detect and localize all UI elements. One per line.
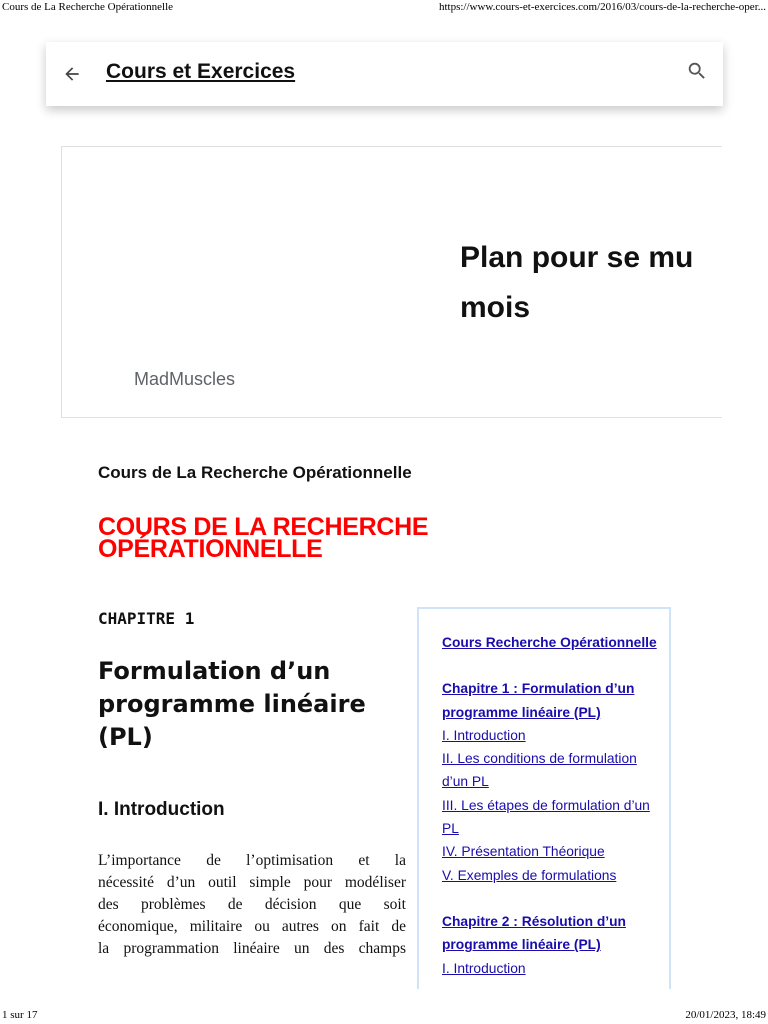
paragraph-line: la programmation linéaire un des champs <box>98 940 406 957</box>
article-heading <box>98 513 498 563</box>
paragraph-line: des problèmes de décision que soit <box>98 896 406 913</box>
search-icon[interactable] <box>686 60 708 82</box>
toc-course-link[interactable]: Cours Recherche Opérationnelle <box>442 635 657 650</box>
chapter-title-line: programme linéaire <box>98 690 366 718</box>
toc-link[interactable]: I. Introduction <box>442 960 526 976</box>
toc-chapter-1-link[interactable]: Chapitre 1 : Formulation d’un <box>442 681 635 697</box>
toc-link[interactable]: d’un PL <box>442 774 489 790</box>
print-footer <box>0 1009 768 1023</box>
ad-headline-line: mois <box>460 291 531 324</box>
page-counter: 1 sur 17 <box>2 1009 38 1021</box>
section-heading: I. Introduction <box>98 799 225 820</box>
chapter-title <box>98 655 398 754</box>
ad-banner[interactable] <box>61 146 722 418</box>
toc-link[interactable]: V. Exemples de formulations <box>442 867 617 883</box>
paragraph-line: L’importance de l’optimisation et la <box>98 852 406 869</box>
article-heading-line: OPÉRATIONNELLE <box>98 535 323 563</box>
chapter-title-line: (PL) <box>98 723 153 751</box>
toc-chapter-2-link[interactable]: Chapitre 2 : Résolution d’un <box>442 913 626 929</box>
toc-link[interactable]: III. Les étapes de formulation d’un <box>442 797 650 813</box>
paragraph-line: économique, militaire ou autres on fait de <box>98 918 406 935</box>
chapter-title-line: Formulation d’un <box>98 657 331 685</box>
toc-link[interactable]: IV. Présentation Théorique <box>442 844 605 860</box>
toc-chapter-1-link[interactable]: programme linéaire (PL) <box>442 704 601 720</box>
post-title: Cours de La Recherche Opérationnelle <box>98 463 412 482</box>
toc-link[interactable]: PL <box>442 821 459 837</box>
paragraph-line: nécessité d’un outil simple pour modéliser <box>98 874 406 891</box>
print-datetime: 20/01/2023, 18:49 <box>685 1009 766 1021</box>
ad-headline-line: Plan pour se mu <box>460 241 694 274</box>
ad-brand[interactable]: MadMuscles <box>134 369 236 389</box>
toc-chapter-2-link[interactable]: programme linéaire (PL) <box>442 937 601 953</box>
print-page-title: Cours de La Recherche Opérationnelle <box>2 1 174 13</box>
article-heading-line: COURS DE LA RECHERCHE <box>98 513 429 541</box>
app-bar <box>46 42 723 106</box>
print-header <box>0 1 768 15</box>
print-url: https://www.cours-et-exercices.com/2016/03/cours-de-la-recherche-oper... <box>438 1 766 13</box>
toc-link[interactable]: I. Introduction <box>442 727 526 743</box>
ad-headline[interactable] <box>460 233 722 333</box>
chapter-label: CHAPITRE 1 <box>98 609 195 628</box>
toc-link[interactable]: II. Les conditions de formulation <box>442 751 637 767</box>
arrow-back-icon[interactable] <box>62 64 82 84</box>
site-title-link[interactable]: Cours et Exercices <box>106 60 296 83</box>
intro-paragraph <box>98 850 406 960</box>
table-of-contents <box>417 607 671 989</box>
